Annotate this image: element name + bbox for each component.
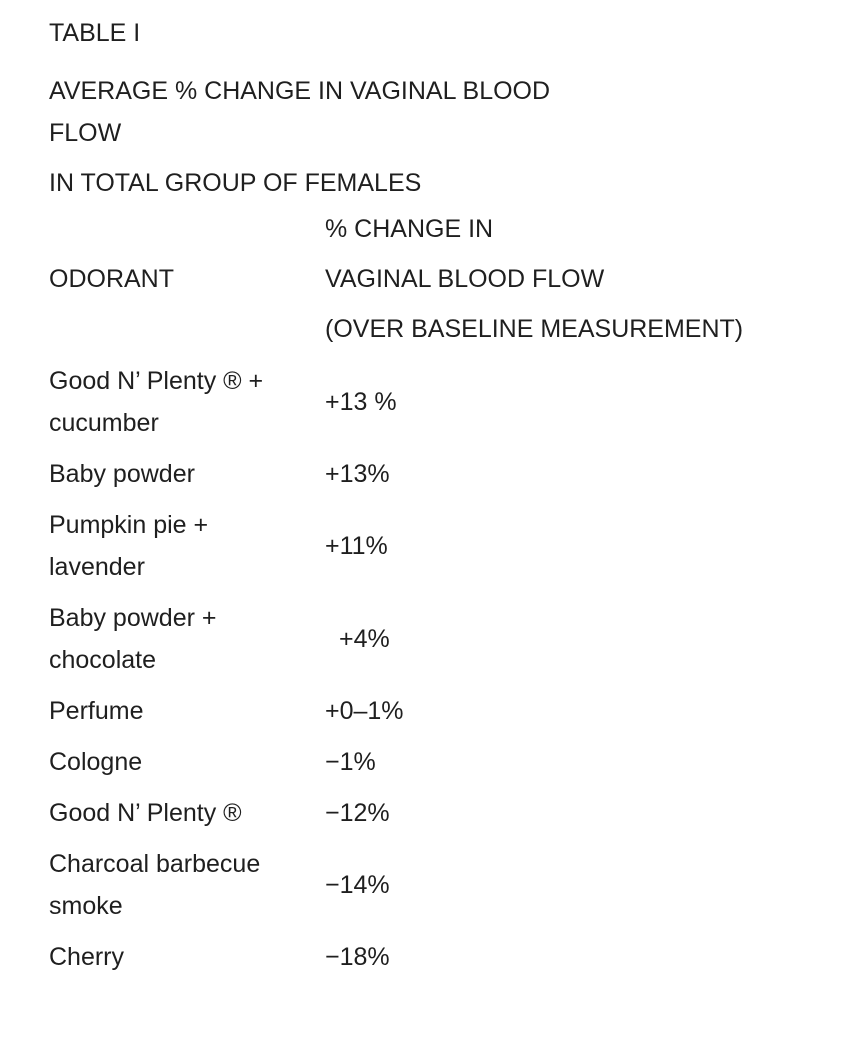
- odorant-cell: Charcoal barbecue smoke: [49, 850, 261, 920]
- table-row: [49, 597, 829, 681]
- change-cell: −1%: [325, 748, 376, 776]
- change-cell: +13%: [325, 460, 390, 488]
- header-odorant: ODORANT: [49, 265, 174, 293]
- table-row: [49, 360, 829, 444]
- odorant-cell: Good N’ Plenty ® + cucumber: [49, 367, 264, 437]
- change-cell: −12%: [325, 799, 390, 827]
- change-cell: +11%: [325, 532, 388, 560]
- odorant-cell: Cologne: [49, 748, 143, 776]
- table-body: [49, 360, 829, 978]
- header-change-line: % CHANGE IN: [325, 215, 494, 243]
- odorant-cell: Baby powder: [49, 460, 195, 488]
- table-row: [49, 843, 829, 927]
- table-row: [49, 741, 829, 783]
- change-cell: −18%: [325, 943, 390, 971]
- header-change: [325, 208, 829, 350]
- table-label: TABLE I: [49, 19, 141, 47]
- change-cell: +0–1%: [325, 697, 404, 725]
- odorant-cell: Cherry: [49, 943, 125, 971]
- table-row: [49, 453, 829, 495]
- table-header-row: [49, 208, 829, 350]
- header-change-line: (OVER BASELINE MEASUREMENT): [325, 315, 744, 343]
- odorant-cell: Baby powder + chocolate: [49, 604, 217, 674]
- table-title: AVERAGE % CHANGE IN VAGINAL BLOOD FLOW: [49, 77, 551, 147]
- table-row: [49, 504, 829, 588]
- change-cell: +13 %: [325, 388, 397, 416]
- table-row: [49, 936, 829, 978]
- header-change-line: VAGINAL BLOOD FLOW: [325, 265, 605, 293]
- odorant-cell: Pumpkin pie + lavender: [49, 511, 209, 581]
- table-subtitle: IN TOTAL GROUP OF FEMALES: [49, 169, 422, 197]
- change-cell: −14%: [325, 871, 390, 899]
- odorant-cell: Good N’ Plenty ®: [49, 799, 242, 827]
- document-body: [49, 12, 829, 987]
- odorant-cell: Perfume: [49, 697, 144, 725]
- table-row: [49, 792, 829, 834]
- change-cell: +4%: [339, 625, 390, 653]
- table-row: [49, 690, 829, 732]
